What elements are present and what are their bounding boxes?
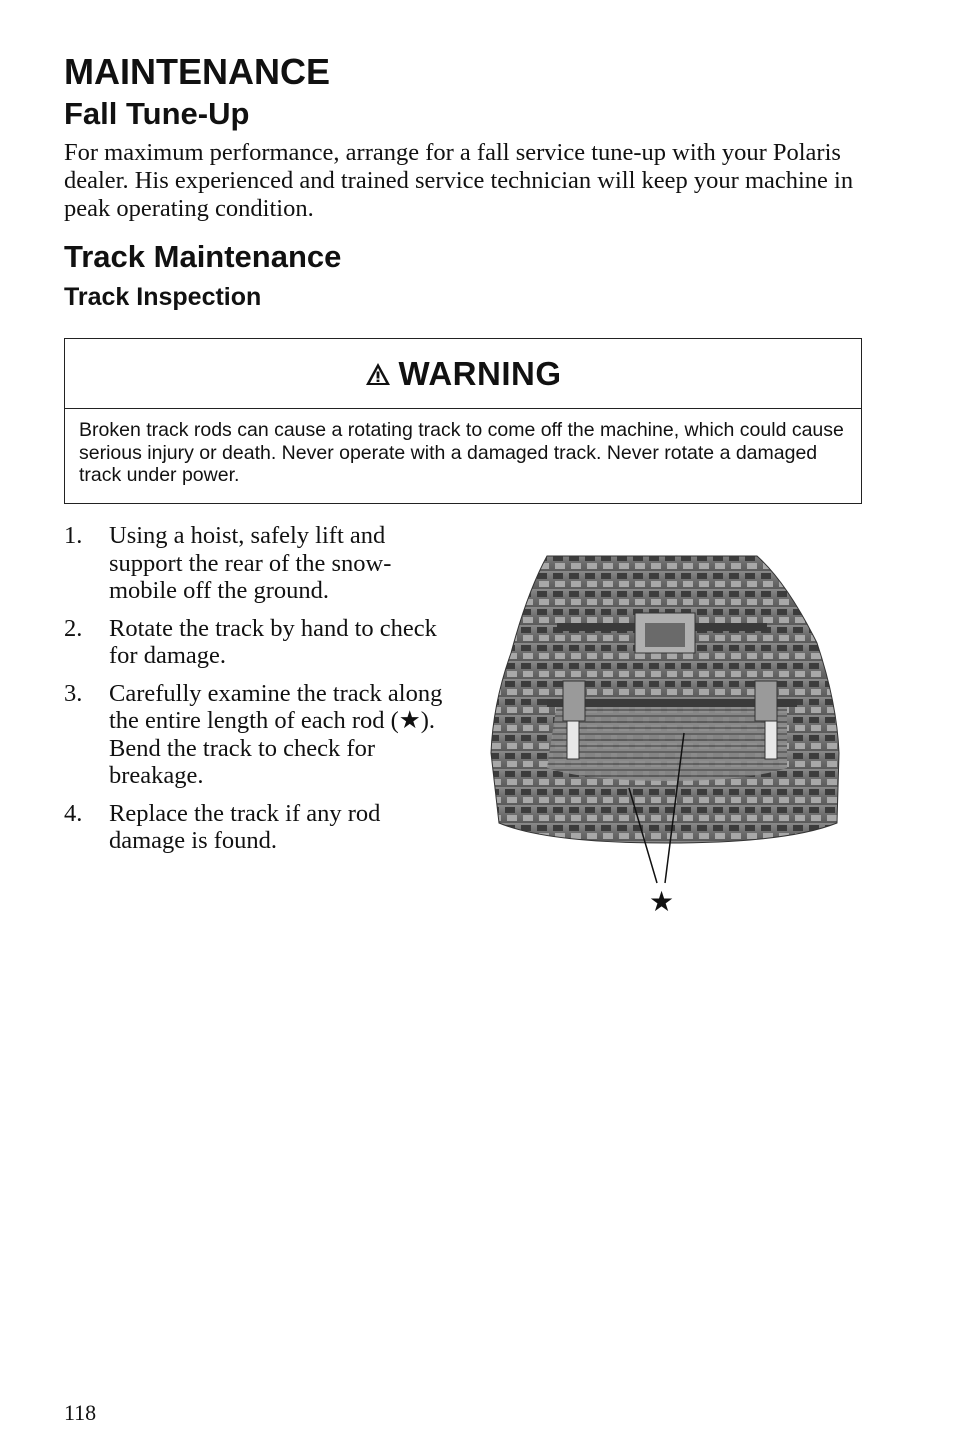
step-text: Carefully examine the track along the entire length of each rod (★). Bend the track to check for breakage.: [109, 679, 443, 789]
page-number: 118: [64, 1400, 97, 1425]
subsection-title-track-maintenance: Track Maintenance: [64, 239, 342, 274]
subsection-title-fall-tune-up: Fall Tune-Up: [64, 96, 250, 131]
step-text: Rotate the track by hand to check for damage.: [109, 614, 437, 669]
fall-tune-up-paragraph: For maximum performance, arrange for a fall service tune-up with your Polaris dealer. His experienced and trained service technician will keep your machine in peak operating condition.: [64, 139, 854, 222]
step-number: 1.: [64, 522, 83, 549]
warning-text: Broken track rods can cause a rotating track to come off the machine, which could cause serious injury or death. Never operate with a damaged track. Never rotate a damaged track under power.: [79, 419, 844, 486]
step-text: Using a hoist, safely lift and support the rear of the snow-mobile off the ground.: [109, 522, 392, 604]
section-title: MAINTENANCE: [64, 51, 330, 92]
warning-box: [64, 338, 862, 504]
step-number: 4.: [64, 799, 83, 827]
step-number: 3.: [64, 679, 83, 707]
step-number: 2.: [64, 614, 83, 642]
inspection-steps-list: [64, 522, 454, 865]
step-text: Replace the track if any rod damage is found.: [109, 799, 381, 854]
list-item: [64, 680, 454, 790]
heading-track-inspection: Track Inspection: [64, 283, 262, 311]
list-item: [64, 800, 454, 855]
rod-callout-lines: [487, 553, 887, 933]
warning-triangle-icon: [365, 362, 391, 386]
list-item: [64, 522, 454, 605]
warning-header: [65, 339, 861, 409]
list-item: [64, 615, 454, 670]
rod-star-marker: ★: [649, 886, 675, 917]
warning-title: WARNING: [398, 354, 562, 392]
